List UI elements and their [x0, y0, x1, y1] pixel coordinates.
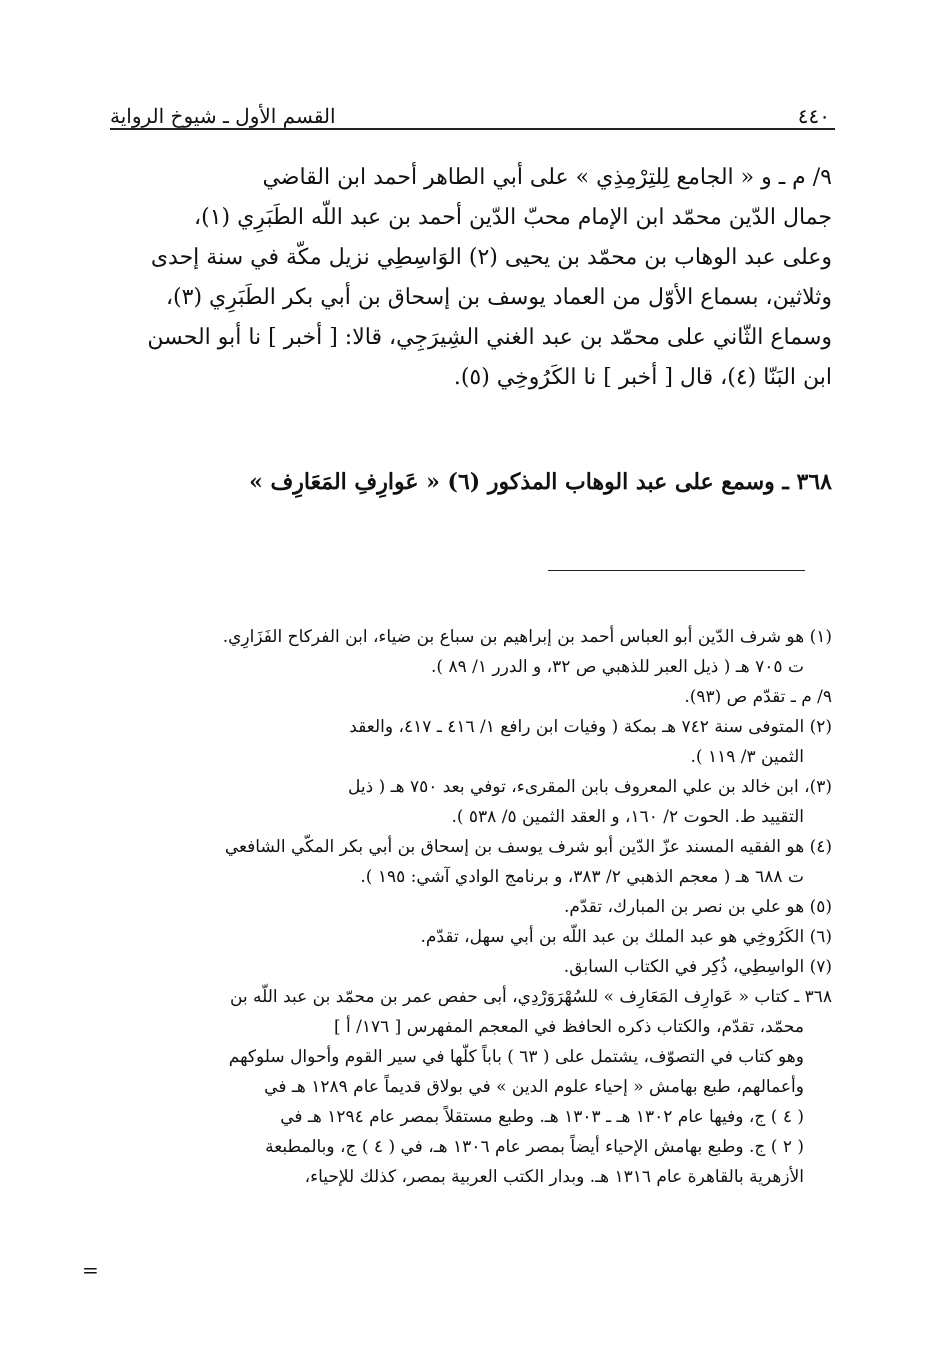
footnote-line: وهو كتاب في التصوّف، يشتمل على ( ٦٣ ) باباً كلّها في سير القوم وأحوال سلوكهم	[228, 1047, 804, 1067]
footnote-line: محمّد، تقدّم، والكتاب ذكره الحافظ في المعجم المفهرس [ ١٧٦/ أ ]	[333, 1017, 804, 1037]
footnote-line: ت ٦٨٨ هـ ( معجم الذهبي ٢/ ٣٨٣، و برنامج الوادي آشي: ١٩٥ ).	[360, 867, 804, 887]
page-header	[110, 88, 830, 128]
footnote-line: (٦) الكَرُوخِي هو عبد الملك بن عبد اللّه بن أبي سهل، تقدّم.	[420, 927, 832, 947]
main-line: وثلاثين، بسماع الأوّل من العماد يوسف بن إسحاق بن أبي بكر الطَبَرِي (٣)،	[165, 285, 832, 310]
continuation-mark: =	[82, 1258, 99, 1282]
footnote-line: (٢) المتوفى سنة ٧٤٢ هـ بمكة ( وفيات ابن رافع ١/ ٤١٦ ـ ٤١٧، والعقد	[349, 717, 832, 737]
footnotes	[110, 622, 832, 1192]
main-line: ابن البَنّا (٤)، قال [ أخبر ] نا الكَرُوخِي (٥).	[453, 365, 832, 390]
main-line: وسماع الثّاني على محمّد بن عبد الغني الشِيرَجِي، قالا: [ أخبر ] نا أبو الحسن	[147, 325, 832, 350]
footnote-line: ٩/ م ـ تقدّم ص (٩٣).	[684, 687, 832, 707]
main-text	[110, 158, 832, 398]
footnote-line: (٣)، ابن خالد بن علي المعروف بابن المقرىء، توفي بعد ٧٥٠ هـ ( ذيل	[347, 777, 832, 797]
page-number: ٤٤٠	[797, 104, 830, 128]
footnote-line: ( ٢ ) ج. وطبع بهامش الإحياء أيضاً بمصر عام ١٣٠٦ هـ، في ( ٤ ) ج، وبالمطبعة	[265, 1137, 804, 1157]
main-line: وعلى عبد الوهاب بن محمّد بن يحيى (٢) الوَاسِطِي نزيل مكّة في سنة إحدى	[150, 245, 832, 270]
main-line: جمال الدّين محمّد ابن الإمام محبّ الدّين أحمد بن عبد اللّه الطَبَرِي (١)،	[194, 205, 832, 230]
footnote-line: (٧) الواسِطِي، ذُكِر في الكتاب السابق.	[563, 957, 832, 977]
running-title: القسم الأول ـ شيوخ الرواية	[110, 104, 336, 128]
footnote-line: ت ٧٠٥ هـ ( ذيل العبر للذهبي ص ٣٢، و الدرر ١/ ٨٩ ).	[431, 657, 804, 677]
footnote-divider	[548, 570, 805, 571]
footnote-line: ( ٤ ) ج، وفيها عام ١٣٠٢ هـ ـ ١٣٠٣ هـ. وطبع مستقلاً بمصر عام ١٢٩٤ هـ في	[280, 1107, 804, 1127]
header-rule	[110, 128, 835, 130]
footnote-line: (٤) هو الفقيه المسند عزّ الدّين أبو شرف يوسف بن إسحاق بن أبي بكر المكّي الشافعي	[224, 837, 832, 857]
footnote-line: (١) هو شرف الدّين أبو العباس أحمد بن إبراهيم بن سباع بن ضياء، ابن الفركاح الفَزَارِي.	[222, 627, 832, 647]
main-line: ٩/ م ـ و « الجامع لِلتِرْمِذِي » على أبي الطاهر أحمد ابن القاضي	[262, 165, 832, 190]
entry-368: ٣٦٨ ـ وسمع على عبد الوهاب المذكور (٦) « عَوارِفِ المَعَارِف »	[249, 469, 832, 495]
footnote-line: الأزهرية بالقاهرة عام ١٣١٦ هـ. وبدار الكتب العربية بمصر، كذلك للإحياء،	[304, 1167, 804, 1187]
footnote-line: الثمين ٣/ ١١٩ ).	[690, 747, 804, 767]
footnote-line: ٣٦٨ ـ كتاب « عَوارِف المَعَارِف » للسُهْرَوَرْدِي، أبى حفص عمر بن محمّد بن عبد اللّه بن	[229, 987, 832, 1007]
footnote-line: التقييد ط. الحوت ٢/ ١٦٠، و العقد الثمين ٥/ ٥٣٨ ).	[451, 807, 804, 827]
footnote-line: وأعمالهم، طبع بهامش « إحياء علوم الدين » في بولاق قديماً عام ١٢٨٩ هـ في	[264, 1077, 804, 1097]
footnote-line: (٥) هو علي بن نصر بن المبارك، تقدّم.	[563, 897, 832, 917]
